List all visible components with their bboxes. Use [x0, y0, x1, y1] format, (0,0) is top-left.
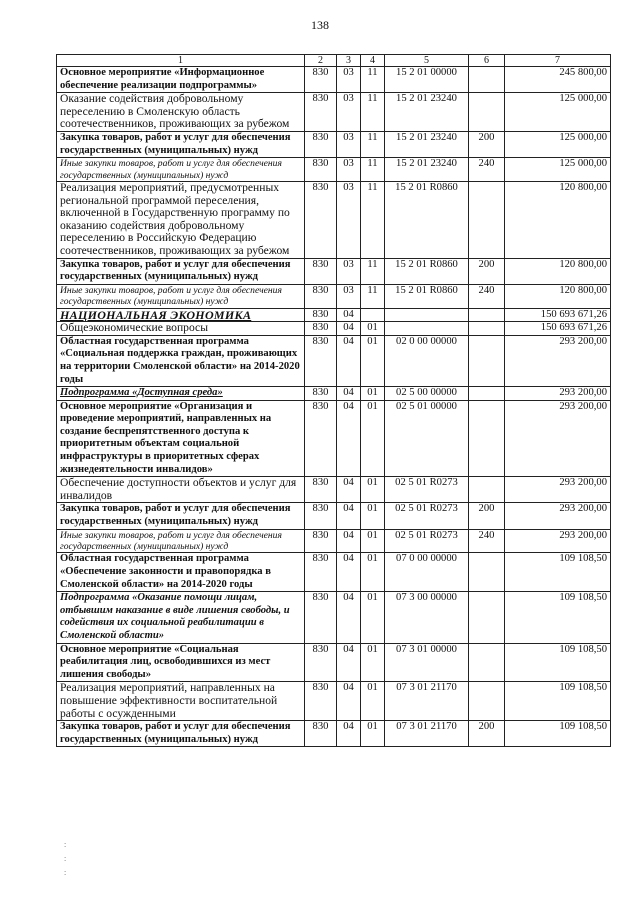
row-subsection-code: 01 [361, 477, 385, 503]
page-number: 138 [311, 18, 329, 32]
row-name [57, 387, 305, 401]
row-section-code: 04 [337, 335, 361, 386]
row-gr-code: 830 [305, 131, 337, 157]
row-expense-type [469, 553, 505, 592]
row-gr-code: 830 [305, 181, 337, 258]
row-target-article: 07 3 01 00000 [385, 643, 469, 682]
row-name: Реализация мероприятий, направленных на повышение эффективности воспитательной работы с осужденными [57, 682, 305, 721]
row-name: Закупка товаров, работ и услуг для обеспечения государственных (муниципальных) нужд [57, 258, 305, 284]
row-expense-type [469, 400, 505, 477]
row-gr-code: 830 [305, 158, 337, 182]
row-name: Оказание содействия добровольному переселению в Смоленскую область соотечественников, проживающих за рубежом [57, 93, 305, 132]
row-subsection-code: 11 [361, 284, 385, 308]
row-target-article: 02 5 01 00000 [385, 400, 469, 477]
table-row [57, 284, 611, 308]
table-row [57, 387, 611, 401]
col-header-7: 7 [505, 55, 611, 67]
row-target-article: 07 3 00 00000 [385, 592, 469, 643]
row-expense-type [469, 308, 505, 322]
row-amount: 120 800,00 [505, 284, 611, 308]
row-name: Закупка товаров, работ и услуг для обеспечения государственных (муниципальных) нужд [57, 503, 305, 529]
row-amount: 293 200,00 [505, 335, 611, 386]
row-amount: 293 200,00 [505, 503, 611, 529]
row-target-article: 02 0 00 00000 [385, 335, 469, 386]
row-expense-type [469, 682, 505, 721]
table-row [57, 643, 611, 682]
row-gr-code: 830 [305, 258, 337, 284]
row-subsection-code: 01 [361, 721, 385, 747]
row-gr-code: 830 [305, 400, 337, 477]
table-row [57, 477, 611, 503]
row-amount: 109 108,50 [505, 721, 611, 747]
row-target-article: 07 3 01 21170 [385, 682, 469, 721]
row-section-code: 03 [337, 284, 361, 308]
row-amount: 125 000,00 [505, 93, 611, 132]
row-section-code: 04 [337, 721, 361, 747]
table-row [57, 553, 611, 592]
row-target-article [385, 322, 469, 336]
row-amount: 150 693 671,26 [505, 308, 611, 322]
row-amount: 125 000,00 [505, 158, 611, 182]
row-name: Реализация мероприятий, предусмотренных региональной программой переселения, включенной в Государственную программу по оказанию содействия добровольному переселению в Российскую Федерацию соотечественников, проживающих за рубежом [57, 181, 305, 258]
row-subsection-code: 01 [361, 503, 385, 529]
row-target-article: 15 2 01 R0860 [385, 258, 469, 284]
row-target-article: 07 0 00 00000 [385, 553, 469, 592]
col-header-5: 5 [385, 55, 469, 67]
col-header-6: 6 [469, 55, 505, 67]
row-expense-type: 200 [469, 258, 505, 284]
row-expense-type: 240 [469, 284, 505, 308]
table-row [57, 308, 611, 322]
row-amount: 125 000,00 [505, 131, 611, 157]
row-section-code: 04 [337, 477, 361, 503]
margin-marks: : : : [64, 840, 67, 877]
row-amount: 109 108,50 [505, 592, 611, 643]
row-expense-type [469, 93, 505, 132]
row-subsection-code: 01 [361, 335, 385, 386]
budget-table [56, 54, 611, 747]
row-name [57, 308, 305, 322]
row-subsection-code: 11 [361, 258, 385, 284]
row-target-article: 02 5 01 R0273 [385, 477, 469, 503]
row-expense-type [469, 181, 505, 258]
table-row [57, 181, 611, 258]
row-amount: 293 200,00 [505, 477, 611, 503]
row-expense-type: 200 [469, 503, 505, 529]
table-row [57, 158, 611, 182]
row-name: Основное мероприятие «Организация и проведение мероприятий, направленных на создание беспрепятственного доступа к приоритетным объектам социальной инфраструктуры в приоритетных сферах жизнедеятельности инвалидов» [57, 400, 305, 477]
header-row [57, 55, 611, 67]
row-gr-code: 830 [305, 93, 337, 132]
row-gr-code: 830 [305, 553, 337, 592]
row-gr-code: 830 [305, 503, 337, 529]
row-expense-type: 200 [469, 721, 505, 747]
row-section-code: 04 [337, 308, 361, 322]
row-gr-code: 830 [305, 529, 337, 553]
row-section-code: 04 [337, 682, 361, 721]
table-row [57, 592, 611, 643]
row-name: Обеспечение доступности объектов и услуг для инвалидов [57, 477, 305, 503]
row-target-article: 15 2 01 00000 [385, 67, 469, 93]
row-target-article: 07 3 01 21170 [385, 721, 469, 747]
row-gr-code: 830 [305, 643, 337, 682]
row-section-code: 04 [337, 553, 361, 592]
row-section-code: 04 [337, 322, 361, 336]
table-row [57, 93, 611, 132]
row-gr-code: 830 [305, 67, 337, 93]
row-name: Закупка товаров, работ и услуг для обеспечения государственных (муниципальных) нужд [57, 131, 305, 157]
row-name: Основное мероприятие «Информационное обеспечение реализации подпрограммы» [57, 67, 305, 93]
row-section-code: 03 [337, 158, 361, 182]
row-name: Областная государственная программа «Обеспечение законности и правопорядка в Смоленской области» на 2014-2020 годы [57, 553, 305, 592]
row-amount: 120 800,00 [505, 181, 611, 258]
table-row [57, 131, 611, 157]
row-section-code: 04 [337, 529, 361, 553]
table-row [57, 322, 611, 336]
row-name: Иные закупки товаров, работ и услуг для обеспечения государственных (муниципальных) нужд [57, 158, 305, 182]
row-subsection-code: 01 [361, 387, 385, 401]
row-target-article: 15 2 01 R0860 [385, 181, 469, 258]
row-amount: 293 200,00 [505, 387, 611, 401]
row-subsection-code: 01 [361, 400, 385, 477]
row-expense-type [469, 67, 505, 93]
row-subsection-code: 11 [361, 181, 385, 258]
row-gr-code: 830 [305, 721, 337, 747]
row-gr-code: 830 [305, 322, 337, 336]
row-expense-type [469, 335, 505, 386]
row-expense-type: 240 [469, 529, 505, 553]
row-expense-type [469, 477, 505, 503]
row-name: Иные закупки товаров, работ и услуг для обеспечения государственных (муниципальных) нужд [57, 529, 305, 553]
row-expense-type [469, 643, 505, 682]
row-name-text: Подпрограмма «Доступная среда» [60, 387, 223, 399]
row-target-article: 15 2 01 23240 [385, 93, 469, 132]
row-name-text: НАЦИОНАЛЬНАЯ ЭКОНОМИКА [60, 308, 252, 322]
table-row [57, 400, 611, 477]
row-amount: 109 108,50 [505, 553, 611, 592]
row-subsection-code: 01 [361, 643, 385, 682]
table-row [57, 529, 611, 553]
row-target-article: 15 2 01 R0860 [385, 284, 469, 308]
row-section-code: 03 [337, 181, 361, 258]
row-name: Областная государственная программа «Социальная поддержка граждан, проживающих на территории Смоленской области» на 2014-2020 годы [57, 335, 305, 386]
row-expense-type [469, 592, 505, 643]
row-gr-code: 830 [305, 682, 337, 721]
table-row [57, 258, 611, 284]
row-expense-type: 240 [469, 158, 505, 182]
row-amount: 293 200,00 [505, 400, 611, 477]
col-header-4: 4 [361, 55, 385, 67]
row-expense-type [469, 322, 505, 336]
col-header-3: 3 [337, 55, 361, 67]
table-row [57, 67, 611, 93]
table-row [57, 721, 611, 747]
row-target-article: 02 5 01 R0273 [385, 503, 469, 529]
table-row [57, 335, 611, 386]
row-section-code: 03 [337, 131, 361, 157]
row-subsection-code: 11 [361, 67, 385, 93]
row-amount: 120 800,00 [505, 258, 611, 284]
row-gr-code: 830 [305, 284, 337, 308]
row-target-article: 02 5 01 R0273 [385, 529, 469, 553]
row-subsection-code [361, 308, 385, 322]
row-name: Подпрограмма «Оказание помощи лицам, отбывшим наказание в виде лишения свободы, и содействия их социальной реабилитации в Смоленской области» [57, 592, 305, 643]
row-subsection-code: 01 [361, 592, 385, 643]
row-name: Основное мероприятие «Социальная реабилитация лиц, освободившихся из мест лишения свободы» [57, 643, 305, 682]
row-amount: 150 693 671,26 [505, 322, 611, 336]
row-name: Иные закупки товаров, работ и услуг для обеспечения государственных (муниципальных) нужд [57, 284, 305, 308]
row-amount: 293 200,00 [505, 529, 611, 553]
row-gr-code: 830 [305, 335, 337, 386]
row-section-code: 04 [337, 592, 361, 643]
col-header-1: 1 [57, 55, 305, 67]
row-target-article [385, 308, 469, 322]
row-gr-code: 830 [305, 592, 337, 643]
row-expense-type [469, 387, 505, 401]
row-name: Закупка товаров, работ и услуг для обеспечения государственных (муниципальных) нужд [57, 721, 305, 747]
row-gr-code: 830 [305, 477, 337, 503]
row-section-code: 03 [337, 93, 361, 132]
row-section-code: 03 [337, 67, 361, 93]
row-section-code: 04 [337, 387, 361, 401]
row-subsection-code: 01 [361, 553, 385, 592]
row-name: Общеэкономические вопросы [57, 322, 305, 336]
row-section-code: 03 [337, 258, 361, 284]
row-subsection-code: 01 [361, 529, 385, 553]
row-subsection-code: 01 [361, 682, 385, 721]
row-subsection-code: 11 [361, 131, 385, 157]
row-amount: 109 108,50 [505, 643, 611, 682]
row-subsection-code: 11 [361, 158, 385, 182]
table-row [57, 682, 611, 721]
row-amount: 245 800,00 [505, 67, 611, 93]
row-section-code: 04 [337, 400, 361, 477]
row-expense-type: 200 [469, 131, 505, 157]
row-amount: 109 108,50 [505, 682, 611, 721]
table-row [57, 503, 611, 529]
col-header-2: 2 [305, 55, 337, 67]
row-target-article: 15 2 01 23240 [385, 131, 469, 157]
row-target-article: 15 2 01 23240 [385, 158, 469, 182]
row-subsection-code: 01 [361, 322, 385, 336]
row-subsection-code: 11 [361, 93, 385, 132]
row-target-article: 02 5 00 00000 [385, 387, 469, 401]
row-section-code: 04 [337, 643, 361, 682]
row-gr-code: 830 [305, 387, 337, 401]
row-section-code: 04 [337, 503, 361, 529]
row-gr-code: 830 [305, 308, 337, 322]
